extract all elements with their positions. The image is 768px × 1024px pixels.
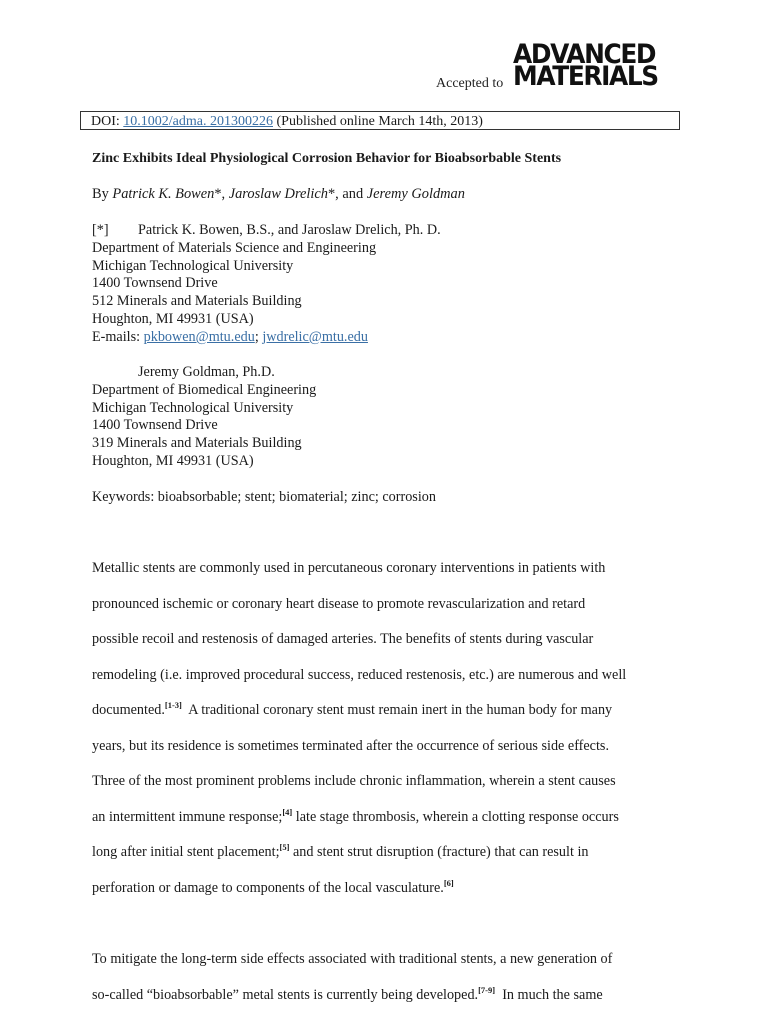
author-bowen: Patrick K. Bowen xyxy=(112,186,215,202)
byline-by: By xyxy=(92,186,113,202)
text-segment: an intermittent immune response; xyxy=(92,808,283,825)
affiliation-line: 319 Minerals and Materials Building xyxy=(92,435,302,452)
email-separator: ; xyxy=(254,328,263,345)
affiliation-line: Department of Biomedical Engineering xyxy=(92,381,317,398)
doi-box xyxy=(80,111,680,130)
keywords: Keywords: bioabsorbable; stent; biomaterial; zinc; corrosion xyxy=(92,489,436,505)
text-segment: and stent strut disruption (fracture) that can result in xyxy=(289,844,589,860)
affiliation-line: Michigan Technological University xyxy=(92,399,294,416)
text-line xyxy=(92,800,692,836)
citation-ref: [5] xyxy=(279,842,290,852)
doi-link[interactable]: 10.1002/adma. 201300226 xyxy=(123,114,273,129)
text-line xyxy=(92,835,692,871)
byline-sep1: *, xyxy=(214,186,229,202)
email-line xyxy=(92,329,441,347)
email-drelich-link[interactable]: jwdrelic@mtu.edu xyxy=(262,328,368,345)
text-line xyxy=(92,693,692,729)
text-line: Metallic stents are commonly used in percutaneous coronary interventions in patients with xyxy=(92,560,606,576)
affiliation-line: 1400 Townsend Drive xyxy=(92,275,218,292)
text-line: Three of the most prominent problems include chronic inflammation, wherein a stent causes xyxy=(92,773,616,789)
affiliation-line: Houghton, MI 49931 (USA) xyxy=(92,452,254,469)
affiliation-line: Houghton, MI 49931 (USA) xyxy=(92,310,254,327)
paper-title: Zinc Exhibits Ideal Physiological Corrosion Behavior for Bioabsorbable Stents xyxy=(92,151,562,166)
doi-label: DOI: xyxy=(91,114,124,129)
body-paragraph-1 xyxy=(92,551,692,906)
text-line xyxy=(92,871,692,907)
citation-ref: [7-9] xyxy=(478,984,496,995)
text-segment: late stage thrombosis, wherein a clotting response occurs xyxy=(292,808,619,825)
author-byline xyxy=(92,186,465,203)
email-bowen-link[interactable]: pkbowen@mtu.edu xyxy=(143,328,255,345)
journal-logo xyxy=(513,39,670,92)
body-paragraph-2 xyxy=(92,942,692,1013)
author-goldman: Jeremy Goldman xyxy=(366,186,465,202)
affiliation-2 xyxy=(92,364,316,471)
author-drelich: Jaroslaw Drelich xyxy=(228,186,328,202)
text-segment: long after initial stent placement; xyxy=(92,844,280,860)
text-segment: documented. xyxy=(92,702,165,718)
byline-sep2: *, and xyxy=(327,186,367,202)
citation-ref: [1-3] xyxy=(164,700,182,710)
text-line: possible recoil and restenosis of damaged arteries. The benefits of stents during vascular xyxy=(92,631,594,647)
journal-logo-line2: MATERIALS xyxy=(513,61,658,92)
affiliation-line: Michigan Technological University xyxy=(92,257,294,274)
text-segment: perforation or damage to components of the local vasculature. xyxy=(92,879,444,896)
text-segment: A traditional coronary stent must remain inert in the human body for many xyxy=(181,702,613,718)
corresponding-marker: [*] xyxy=(92,222,109,238)
affiliation-line: 1400 Townsend Drive xyxy=(92,417,218,434)
text-line xyxy=(92,978,692,1014)
citation-ref: [6] xyxy=(443,877,454,888)
affiliation-line: 512 Minerals and Materials Building xyxy=(92,293,302,310)
text-line: years, but its residence is sometimes terminated after the occurrence of serious side effects. xyxy=(92,737,609,754)
doi-published: (Published online March 14th, 2013) xyxy=(273,114,483,129)
text-line: remodeling (i.e. improved procedural success, reduced restenosis, etc.) are numerous and well xyxy=(92,666,627,683)
text-segment: so-called “bioabsorbable” metal stents is currently being developed. xyxy=(92,986,479,1003)
affiliation-line: Department of Materials Science and Engineering xyxy=(92,239,377,256)
affiliation-1-names: Patrick K. Bowen, B.S., and Jaroslaw Drelich, Ph. D. xyxy=(138,222,441,238)
citation-ref: [4] xyxy=(282,806,293,817)
text-line: To mitigate the long-term side effects associated with traditional stents, a new generation of xyxy=(92,951,613,967)
affiliation-1 xyxy=(92,222,441,347)
text-segment: In much the same xyxy=(495,986,603,1003)
accepted-to-label: Accepted to xyxy=(436,76,504,91)
text-line: pronounced ischemic or coronary heart disease to promote revascularization and retard xyxy=(92,595,586,612)
affiliation-2-names: Jeremy Goldman, Ph.D. xyxy=(138,364,275,380)
journal-logo-line1: ADVANCED xyxy=(513,39,656,70)
email-label: E-mails: xyxy=(92,328,144,345)
journal-masthead xyxy=(436,39,686,92)
